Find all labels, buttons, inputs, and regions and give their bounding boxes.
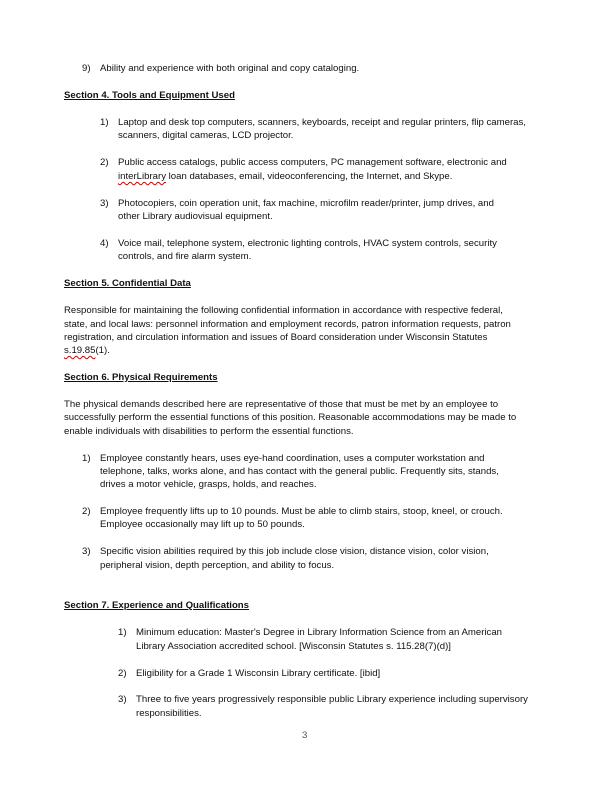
paragraph-line: enable individuals with disabilities to perform the essential functions.: [64, 426, 354, 437]
list-item-text: Three to five years progressively responsible public Library experience including supervisory: [136, 694, 528, 705]
list-number: 2): [118, 668, 127, 679]
list-item-text: Photocopiers, coin operation unit, fax machine, microfilm reader/printer, jump drives, and: [118, 198, 494, 209]
list-item-text: Public access catalogs, public access computers, PC management software, electronic and: [118, 157, 507, 168]
list-item-text: Laptop and desk top computers, scanners, keyboards, receipt and regular printers, flip cameras,: [118, 117, 526, 128]
list-item-text: peripheral vision, depth perception, and ability to focus.: [100, 560, 335, 571]
paragraph-line: state, and local laws: personnel information and employment records, patron information requests, patron: [64, 319, 511, 330]
paragraph-line: registration, and circulation information and issues of Board consideration under Wisconsin Statutes: [64, 332, 488, 343]
list-item-text: Eligibility for a Grade 1 Wisconsin Library certificate. [ibid]: [136, 668, 381, 679]
list-number: 9): [82, 63, 91, 74]
section-6-heading: Section 6. Physical Requirements: [64, 372, 218, 383]
paragraph-line: [64, 344, 110, 358]
list-item-text: Minimum education: Master's Degree in Library Information Science from an American: [136, 627, 503, 638]
list-item-text: scanners, digital cameras, LCD projector.: [118, 130, 294, 141]
paragraph-line: Responsible for maintaining the following confidential information in accordance with respective federal,: [64, 305, 503, 316]
list-item-text: other Library audiovisual equipment.: [118, 211, 273, 222]
list-item-text: Employee constantly hears, uses eye-hand coordination, uses a computer workstation and: [100, 453, 485, 464]
section-4-heading: Section 4. Tools and Equipment Used: [64, 90, 235, 101]
section-5-heading: Section 5. Confidential Data: [64, 278, 191, 289]
spellcheck-word: interLibrary: [118, 171, 166, 182]
list-item-text: [118, 170, 452, 184]
list-number: 2): [100, 157, 109, 168]
spellcheck-word: s.19.85: [64, 345, 96, 356]
list-item-text: Employee occasionally may lift up to 50 pounds.: [100, 519, 305, 530]
list-number: 4): [100, 238, 109, 249]
list-number: 3): [82, 546, 91, 557]
paragraph-line-continued: (1).: [95, 345, 110, 356]
list-item-text: telephone, talks, works alone, and has contact with the general public. Frequently sits, stands,: [100, 466, 499, 477]
paragraph-line: The physical demands described here are representative of those that must be met by an employee to: [64, 399, 499, 410]
list-number: 1): [100, 117, 109, 128]
list-item-text: Employee frequently lifts up to 10 pounds. Must be able to climb stairs, stoop, kneel, or crouch.: [100, 506, 503, 517]
list-item-text: drives a motor vehicle, grasps, holds, and reaches.: [100, 479, 317, 490]
section-7-heading: Section 7. Experience and Qualifications: [64, 600, 250, 611]
list-item-text: Voice mail, telephone system, electronic lighting controls, HVAC system controls, security: [118, 238, 497, 249]
list-item-text-continued: loan databases, email, videoconferencing, the Internet, and Skype.: [166, 171, 453, 182]
list-item-text: Ability and experience with both original and copy cataloging.: [100, 63, 360, 74]
list-number: 1): [82, 453, 91, 464]
list-item-text: Library Association accredited school. [Wisconsin Statutes s. 115.28(7)(d)]: [136, 641, 451, 652]
paragraph-line: successfully perform the essential functions of this position. Reasonable accommodations may be made to: [64, 412, 517, 423]
list-number: 3): [100, 198, 109, 209]
list-item-text: controls, and fire alarm system.: [118, 251, 252, 262]
list-number: 2): [82, 506, 91, 517]
list-number: 3): [118, 694, 127, 705]
list-item-text: Specific vision abilities required by this job include close vision, distance vision, color vision,: [100, 546, 489, 557]
page-number: 3: [302, 730, 308, 741]
list-item-text: responsibilities.: [136, 708, 202, 719]
list-number: 1): [118, 627, 127, 638]
